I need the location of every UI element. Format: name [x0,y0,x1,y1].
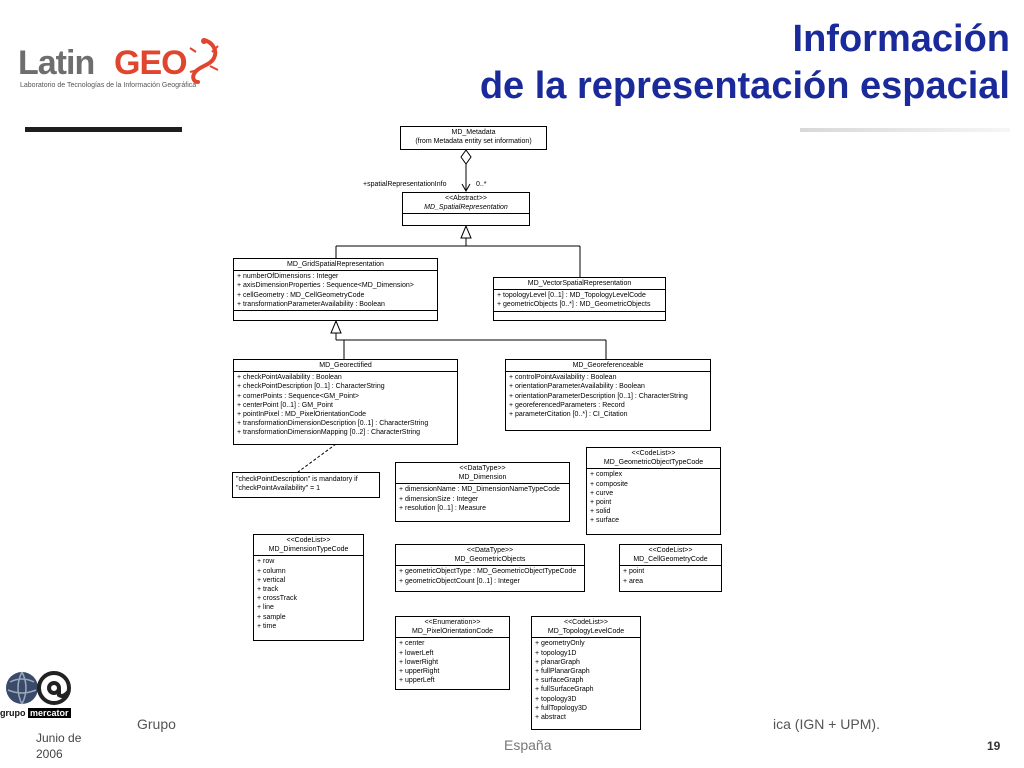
class-subtitle: (from Metadata entity set information) [415,138,532,146]
class-attribute: + checkPointAvailability : Boolean [237,374,342,382]
globe-at-icon [0,668,95,708]
class-name: MD_SpatialRepresentation [424,204,508,212]
generalization-triangle-spatial [461,226,471,238]
class-md-gridspatialrepresentation [233,258,438,321]
class-attribute: + crossTrack [257,595,297,603]
class-md-cellgeometrycode [619,544,722,592]
assoc-role-label: +spatialRepresentationInfo [363,181,447,188]
brand-mercator: mercator [30,708,69,718]
class-attribute: + checkPointDescription [0..1] : CharacterString [237,383,385,391]
logo-text-latin: Latin [18,44,95,82]
class-name: MD_GridSpatialRepresentation [287,261,384,268]
class-stereotype: <<CodeList>> [286,537,331,544]
class-md-dimensiontypecode [253,534,364,641]
class-attribute: + area [623,577,644,585]
class-attribute: + sample [257,613,286,621]
class-stereotype: <<Abstract>> [444,195,488,202]
class-md-georectified [233,359,458,445]
class-attribute: + resolution [0..1] : Measure [399,504,486,512]
class-attribute: + controlPointAvailability : Boolean [509,374,617,382]
class-name: MD_PixelOrientationCode [412,628,493,636]
class-md-dimension [395,462,570,522]
class-md-geometricobjecttypecode [586,447,721,535]
note-link [298,444,336,472]
assoc-multiplicity-label: 0..* [476,181,487,188]
class-stereotype: <<DataType>> [459,465,506,472]
class-md-metadata [400,126,547,150]
note-line-1: "checkPointDescription" is mandatory if [236,476,358,483]
class-stereotype: <<DataType>> [466,547,514,554]
title-line-1: Información [792,18,1010,60]
class-attribute: + vertical [257,576,286,584]
generalization-triangle-grid [331,321,341,333]
footer-text-mid: España [504,737,552,753]
aggregation-diamond [461,150,471,164]
class-attribute: + fullTopology3D [535,704,587,712]
class-attribute: + transformationDimensionDescription [0..1] : CharacterString [237,420,429,428]
class-attribute: + point [590,499,612,507]
class-md-geometricobjects [395,544,585,592]
class-stereotype: <<CodeList>> [631,450,676,457]
class-stereotype: <<CodeList>> [648,547,693,554]
logo-subtitle: Laboratorio de Tecnologías de la Información Geográfica [20,82,197,89]
class-attribute: + upperLeft [399,677,435,685]
title-line-2: de la representación espacial [479,65,1010,107]
grupo-mercator-logo [0,668,95,723]
class-md-pixelorientationcode [395,616,510,690]
class-attribute: + abstract [535,714,566,722]
class-md-vectorspatialrepresentation [493,277,666,321]
class-attribute: + dimensionName : MD_DimensionNameTypeCode [399,486,560,494]
class-attribute: + lowerRight [399,658,439,666]
class-attribute: + complex [590,471,623,479]
class-name: MD_GeometricObjects [454,556,526,564]
class-attribute: + topologyLevel [0..1] : MD_TopologyLevelCode [497,292,646,300]
footer-date: Junio de 2006 [36,731,82,761]
page-number: 19 [987,739,1001,753]
class-attribute: + orientationParameterDescription [0..1] : CharacterString [509,392,688,400]
note-line-2: "checkPointAvailability" = 1 [236,485,321,492]
class-attribute: + parameterCitation [0..*] : CI_Citation [509,411,628,419]
class-name: MD_DimensionTypeCode [268,546,349,554]
class-attribute: + column [257,567,286,575]
class-attribute: + topology3D [535,695,577,703]
class-attribute: + lowerLeft [399,649,434,657]
class-stereotype: <<Enumeration>> [424,619,481,626]
class-attribute: + point [623,568,645,576]
footer-text-left: Grupo [137,716,176,732]
class-attribute: + fullSurfaceGraph [535,686,594,694]
class-attribute: + line [257,604,274,612]
class-attribute: + georeferencedParameters : Record [509,401,625,409]
class-attribute: + transformationParameterAvailability : Boolean [237,300,385,308]
class-attribute: + row [257,558,275,566]
class-name: MD_GeometricObjectTypeCode [603,459,704,467]
class-name: MD_Georectified [319,362,372,369]
class-attribute: + curve [590,489,614,497]
class-attribute: + axisDimensionProperties : Sequence<MD_Dimension> [237,282,414,290]
logo-text-geo: GEO [114,44,187,82]
brand-text [0,708,71,718]
class-attribute: + transformationDimensionMapping [0..2] : CharacterString [237,429,421,437]
class-name: MD_Dimension [458,474,507,482]
class-attribute: + orientationParameterAvailability : Boolean [509,383,645,391]
class-name: MD_Metadata [451,129,496,136]
class-attribute: + time [257,622,277,630]
class-attribute: + geometricObjectCount [0..1] : Integer [399,577,520,585]
constraint-note [232,472,380,498]
class-attribute: + geometricObjects [0..*] : MD_GeometricObjects [497,301,651,309]
class-name: MD_VectorSpatialRepresentation [527,280,632,287]
class-attribute: + geometryOnly [535,640,585,648]
brand-grupo: grupo [0,708,26,718]
class-attribute: + cellGeometry : MD_CellGeometryCode [237,291,365,299]
class-name: MD_TopologyLevelCode [547,628,625,636]
class-md-topologylevelcode [531,616,641,730]
class-attribute: + upperRight [399,668,440,676]
class-attribute: + surfaceGraph [535,677,584,685]
class-attribute: + surface [590,517,619,525]
class-attribute: + composite [590,480,628,488]
footer-text-right: ica (IGN + UPM). [773,716,880,732]
class-attribute: + centerPoint [0..1] : GM_Point [237,401,333,409]
class-name: MD_Georeferenceable [572,362,644,369]
class-attribute: + solid [590,508,611,516]
class-attribute: + numberOfDimensions : Integer [237,273,339,281]
class-attribute: + topology1D [535,649,577,657]
class-stereotype: <<CodeList>> [564,619,608,626]
class-name: MD_CellGeometryCode [633,556,708,564]
class-attribute: + pointInPixel : MD_PixelOrientationCode [237,411,366,419]
class-attribute: + dimensionSize : Integer [399,495,479,503]
class-attribute: + cornerPoints : Sequence<GM_Point> [237,392,359,400]
class-attribute: + center [399,640,425,648]
class-attribute: + fullPlanarGraph [535,668,590,676]
class-md-spatialrepresentation [402,192,530,226]
class-attribute: + geometricObjectType : MD_GeometricObjectTypeCode [399,568,577,576]
class-attribute: + track [257,586,279,594]
class-md-georeferenceable [505,359,711,431]
class-attribute: + planarGraph [535,658,580,666]
